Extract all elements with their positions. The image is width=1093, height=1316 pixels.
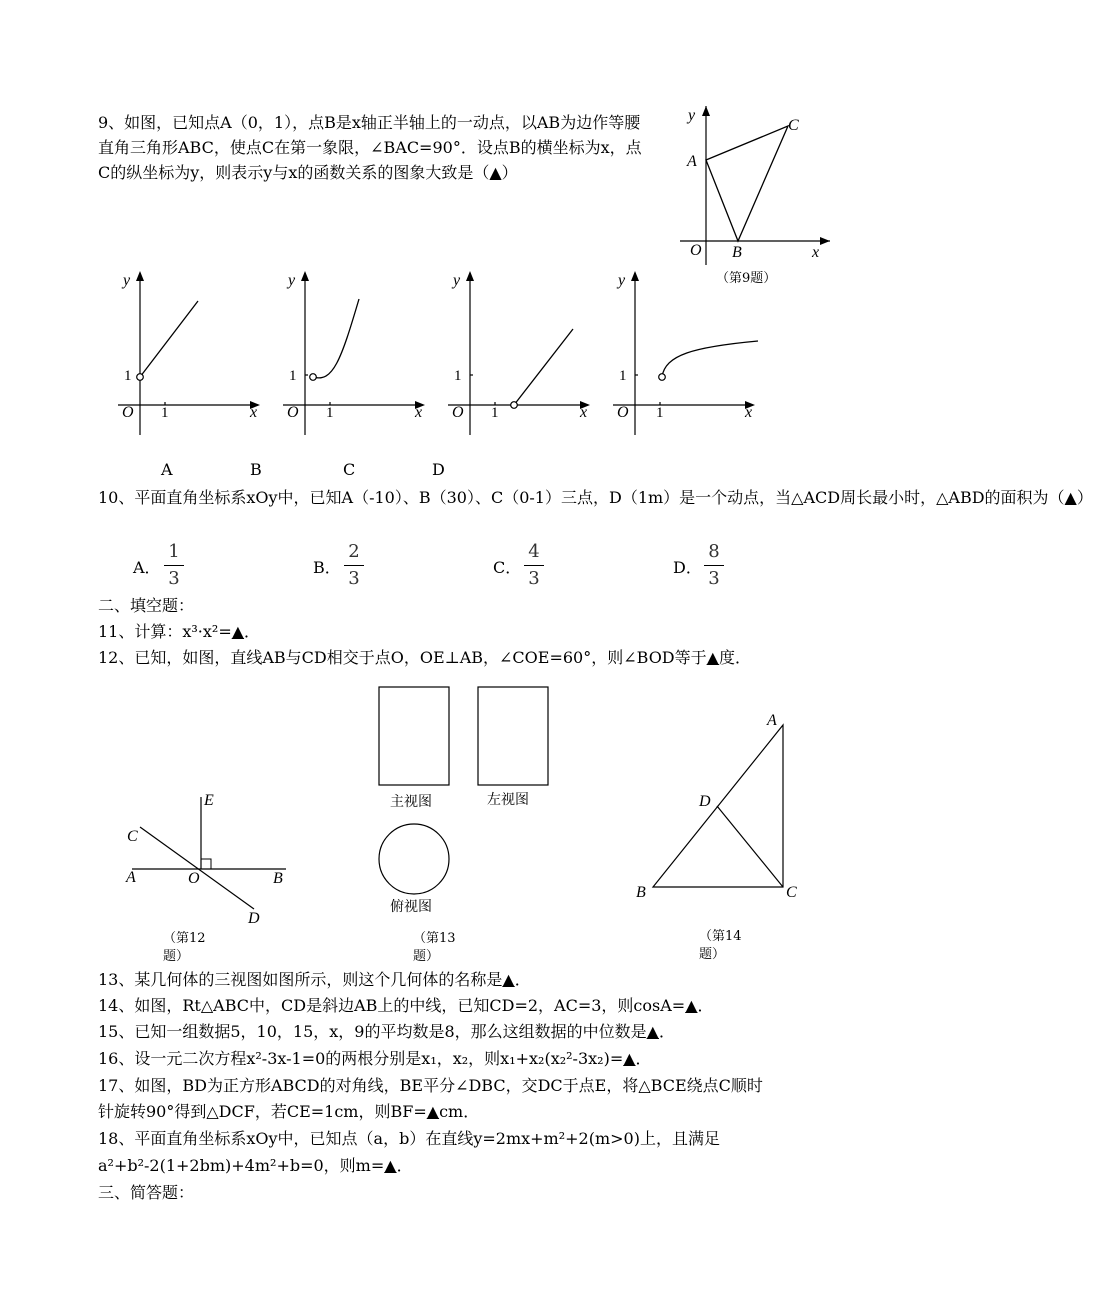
fig14-label-b: B	[636, 884, 646, 901]
graph-b-one: 1	[289, 368, 297, 384]
q16-blank: ▲	[623, 1049, 636, 1068]
q17-line-1: 17、如图，BD为正方形ABCD的对角线，BE平分∠DBC，交DC于点E，将△BCE绕点C顺时	[98, 1076, 763, 1095]
fig9-label-c: C	[788, 117, 799, 134]
graph-d	[613, 271, 758, 435]
graph-b-tick: 1	[326, 405, 334, 421]
graph-a	[118, 271, 260, 435]
q10-a-num: 1	[168, 541, 180, 562]
q17-line-2	[98, 1099, 479, 1125]
q9-option-c: C	[343, 460, 356, 479]
q13-prefix: 13、某几何体的三视图如图所示，则这个几何体的名称是	[98, 970, 503, 989]
graph-d-x: x	[745, 404, 753, 421]
q10-c-num: 4	[528, 541, 540, 562]
q10-option-d-frac	[704, 540, 724, 591]
q13	[98, 967, 531, 993]
q14	[98, 993, 714, 1019]
fig14-diagram	[628, 705, 808, 905]
q12-suffix: 度．	[718, 648, 751, 667]
q14-suffix: ．	[697, 996, 714, 1015]
graph-a-one: 1	[124, 368, 132, 384]
graph-a-x: x	[250, 404, 258, 421]
fig12-label-o: O	[188, 870, 200, 887]
q11	[98, 619, 260, 645]
fig13-left-view-label: 左视图	[487, 792, 529, 808]
q10-c-den: 3	[528, 568, 540, 589]
q18-line-2	[98, 1153, 413, 1179]
graph-a-tick: 1	[161, 405, 169, 421]
fig9-label-a: A	[687, 153, 697, 170]
q10-d-den: 3	[708, 568, 720, 589]
fig12-label-b: B	[273, 870, 283, 887]
q9-text: 9、如图，已知点A（0，1），点B是x轴正半轴上的一动点，以AB为边作等腰直角三角形ABC，使点C在第一象限，∠BAC=90°．设点B的横坐标为x，点C的纵坐标为y，则表示y与x的函数关系的图象大致是（▲）	[98, 113, 642, 182]
q10-text: 10、平面直角坐标系xOy中，已知A（-10）、B（30）、C（0-1）三点，D（1m）是一个动点，当△ACD周长最小时，△ABD的面积为（▲）	[98, 488, 1093, 507]
graph-a-y: y	[123, 272, 131, 289]
fig13-caption-2: 题）	[413, 949, 440, 964]
q14-prefix: 14、如图，Rt△ABC中，CD是斜边AB上的中线，已知CD=2，AC=3，则cosA=	[98, 996, 686, 1015]
q17-prefix: 针旋转90°得到△DCF，若CE=1cm，则BF=	[98, 1102, 427, 1121]
q9-option-b: B	[250, 460, 262, 479]
graph-d-o: O	[617, 404, 629, 421]
q10-a-den: 3	[168, 568, 180, 589]
fig13-caption	[413, 930, 456, 966]
graph-b	[283, 271, 425, 435]
graph-c-one: 1	[454, 368, 462, 384]
fig12-label-e: E	[204, 792, 214, 809]
fig13-caption-1: （第13	[413, 931, 456, 946]
q10-option-d-label: D．	[673, 558, 702, 577]
fig14-caption-2: 题）	[699, 947, 726, 962]
q10-option-c-label: C．	[493, 558, 522, 577]
q15-prefix: 15、已知一组数据5，10，15，x，9的平均数是8，那么这组数据的中位数是	[98, 1022, 647, 1041]
graph-c-tick: 1	[491, 405, 499, 421]
q13-suffix: ．	[514, 970, 531, 989]
q9-option-d: D	[432, 460, 445, 479]
q10-option-a-label: A．	[133, 558, 161, 577]
q13-blank: ▲	[502, 970, 515, 989]
fig13-front-view-label: 主视图	[390, 794, 432, 810]
q12-blank: ▲	[706, 648, 719, 667]
graph-b-y: y	[288, 272, 296, 289]
fig12-label-c: C	[127, 828, 138, 845]
fig14-caption-1: （第14	[699, 929, 742, 944]
fig9-label-b: B	[732, 244, 742, 261]
q17-blank: ▲	[426, 1102, 440, 1121]
fig14-label-d: D	[699, 793, 711, 810]
graph-d-one: 1	[619, 368, 627, 384]
fig14-caption	[699, 928, 742, 964]
graph-b-x: x	[415, 404, 423, 421]
q18-line-1: 18、平面直角坐标系xOy中，已知点（a，b）在直线y=2mx+m²+2(m>0)上，且满足	[98, 1129, 720, 1148]
q10-b-num: 2	[348, 541, 360, 562]
q15	[98, 1019, 675, 1045]
q12	[98, 645, 751, 671]
section-3-title: 三、简答题：	[98, 1183, 195, 1202]
q10-option-c-frac	[524, 540, 544, 591]
graph-c-o: O	[452, 404, 464, 421]
q16-suffix: ．	[635, 1049, 652, 1068]
option-graphs	[108, 265, 778, 445]
q10-option-b-frac	[344, 540, 364, 591]
section-2-title: 二、填空题：	[98, 596, 195, 615]
graph-c-x: x	[580, 404, 588, 421]
graph-a-o: O	[122, 404, 134, 421]
q16	[98, 1046, 652, 1072]
q12-prefix: 12、已知，如图，直线AB与CD相交于点O，OE⊥AB，∠COE=60°，则∠BOD等于	[98, 648, 707, 667]
graph-d-y: y	[618, 272, 626, 289]
fig14-label-c: C	[786, 884, 797, 901]
fig12-caption	[163, 930, 206, 966]
fig9-label-y: y	[688, 107, 696, 124]
q17-suffix: cm．	[439, 1102, 480, 1121]
q14-blank: ▲	[685, 996, 698, 1015]
q16-prefix: 16、设一元二次方程x²-3x-1=0的两根分别是x₁，x₂，则x₁+x₂(x₂²-3x₂)=	[98, 1049, 624, 1068]
graph-d-tick: 1	[656, 405, 664, 421]
fig12-label-a: A	[126, 869, 136, 886]
q10-b-den: 3	[348, 568, 360, 589]
q9-option-a: A	[161, 460, 173, 479]
fig9-label-x: x	[812, 244, 820, 261]
fig12-diagram	[118, 785, 298, 930]
graph-c-y: y	[453, 272, 461, 289]
q11-suffix: ．	[244, 622, 261, 641]
fig13-top-view-label: 俯视图	[390, 899, 432, 915]
graph-c	[448, 271, 590, 435]
q10-d-num: 8	[708, 541, 720, 562]
q18-prefix: a²+b²-2(1+2bm)+4m²+b=0，则m=	[98, 1156, 385, 1175]
q11-prefix: 11、计算：x³·x²=	[98, 622, 232, 641]
q15-blank: ▲	[646, 1022, 659, 1041]
fig12-label-d: D	[248, 910, 260, 927]
fig9-diagram	[670, 100, 845, 270]
fig12-caption-1: （第12	[163, 931, 206, 946]
fig9-label-o: O	[690, 242, 702, 259]
fig14-label-a: A	[767, 712, 777, 729]
fig12-caption-2: 题）	[163, 949, 190, 964]
q10-option-b-label: B．	[313, 558, 341, 577]
fig9-caption: （第9题）	[716, 271, 777, 286]
q18-suffix: ．	[396, 1156, 413, 1175]
q15-suffix: ．	[658, 1022, 675, 1041]
q10-option-a-frac	[164, 540, 184, 591]
graph-b-o: O	[287, 404, 299, 421]
q18-blank: ▲	[384, 1156, 397, 1175]
q11-blank: ▲	[231, 622, 245, 641]
